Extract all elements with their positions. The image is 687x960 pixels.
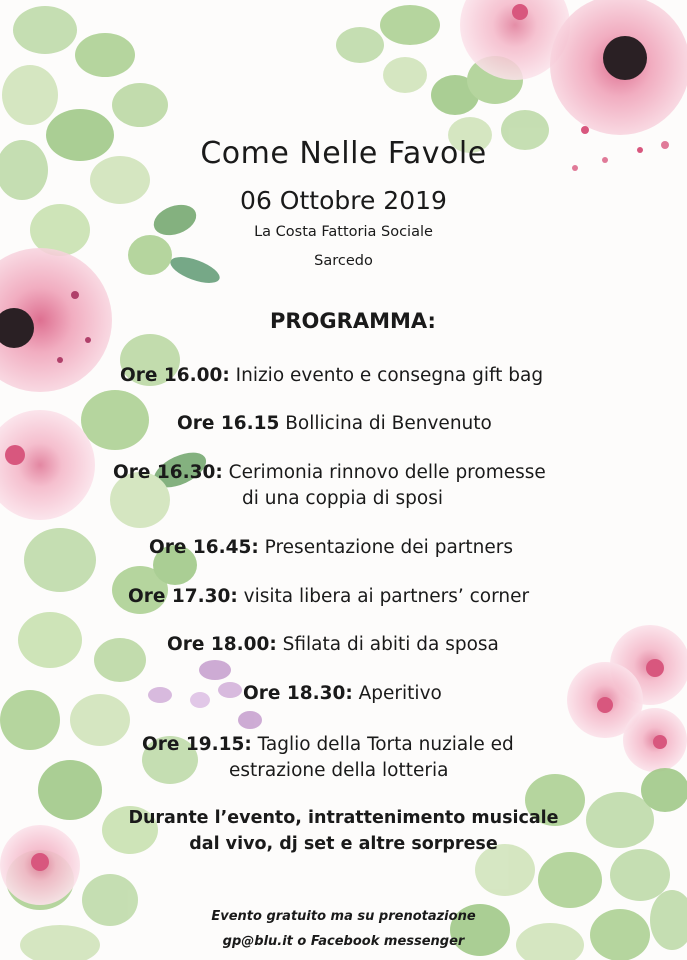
entertainment-note-continued: dal vivo, dj set e altre sorprese — [189, 834, 498, 854]
event-title: Come Nelle Favole — [200, 136, 487, 171]
schedule-text: Sfilata di abiti da sposa — [276, 634, 499, 655]
programme-heading: PROGRAMMA: — [270, 309, 436, 333]
bottom-right-pink-flowers-icon — [567, 625, 687, 772]
schedule-time: Ore 16.15 — [177, 413, 280, 434]
event-venue: La Costa Fattoria Sociale — [254, 224, 433, 240]
schedule-separator: : — [215, 462, 223, 483]
schedule-time: Ore 16.30 — [113, 462, 216, 483]
schedule-time: Ore 17.30 — [128, 586, 231, 607]
booking-note: Evento gratuito ma su prenotazione — [211, 909, 476, 924]
schedule-item — [149, 537, 513, 558]
schedule-text-continued: di una coppia di sposi — [242, 488, 444, 509]
schedule-text-continued: estrazione della lotteria — [229, 760, 449, 781]
schedule-time: Ore 18.00 — [167, 634, 270, 655]
schedule-text: Cerimonia rinnovo delle promesse — [222, 462, 546, 483]
bottom-right-leaves-icon — [450, 768, 687, 960]
schedule-item — [167, 634, 499, 655]
schedule-item — [177, 413, 492, 434]
schedule-text: Inizio evento e consegna gift bag — [229, 365, 544, 386]
schedule-separator: : — [222, 365, 230, 386]
event-city: Sarcedo — [314, 253, 373, 269]
booking-contact: gp@blu.it o Facebook messenger — [222, 934, 465, 949]
schedule-text: Taglio della Torta nuziale ed — [251, 734, 514, 755]
schedule-separator: : — [230, 586, 238, 607]
schedule-separator: : — [345, 683, 353, 704]
schedule-text: Aperitivo — [352, 683, 442, 704]
schedule-time: Ore 18.30 — [243, 683, 346, 704]
schedule-text: Presentazione dei partners — [258, 537, 513, 558]
schedule-item — [128, 586, 529, 607]
schedule-text: visita libera ai partners’ corner — [237, 586, 530, 607]
pink-anemone-flower-icon — [0, 248, 112, 392]
schedule-time: Ore 16.00 — [120, 365, 223, 386]
event-date: 06 Ottobre 2019 — [240, 186, 447, 215]
schedule-time: Ore 16.45 — [149, 537, 252, 558]
schedule-separator: : — [251, 537, 259, 558]
schedule-text: Bollicina di Benvenuto — [279, 413, 492, 434]
schedule-item — [142, 734, 514, 755]
schedule-time: Ore 19.15 — [142, 734, 245, 755]
schedule-separator: : — [269, 634, 277, 655]
schedule-item — [113, 462, 546, 483]
pink-peony-flower-icon — [0, 410, 95, 520]
schedule-separator: : — [244, 734, 252, 755]
schedule-item — [120, 365, 543, 386]
entertainment-note: Durante l’evento, intrattenimento musicale — [128, 808, 559, 828]
schedule-item — [243, 683, 442, 704]
